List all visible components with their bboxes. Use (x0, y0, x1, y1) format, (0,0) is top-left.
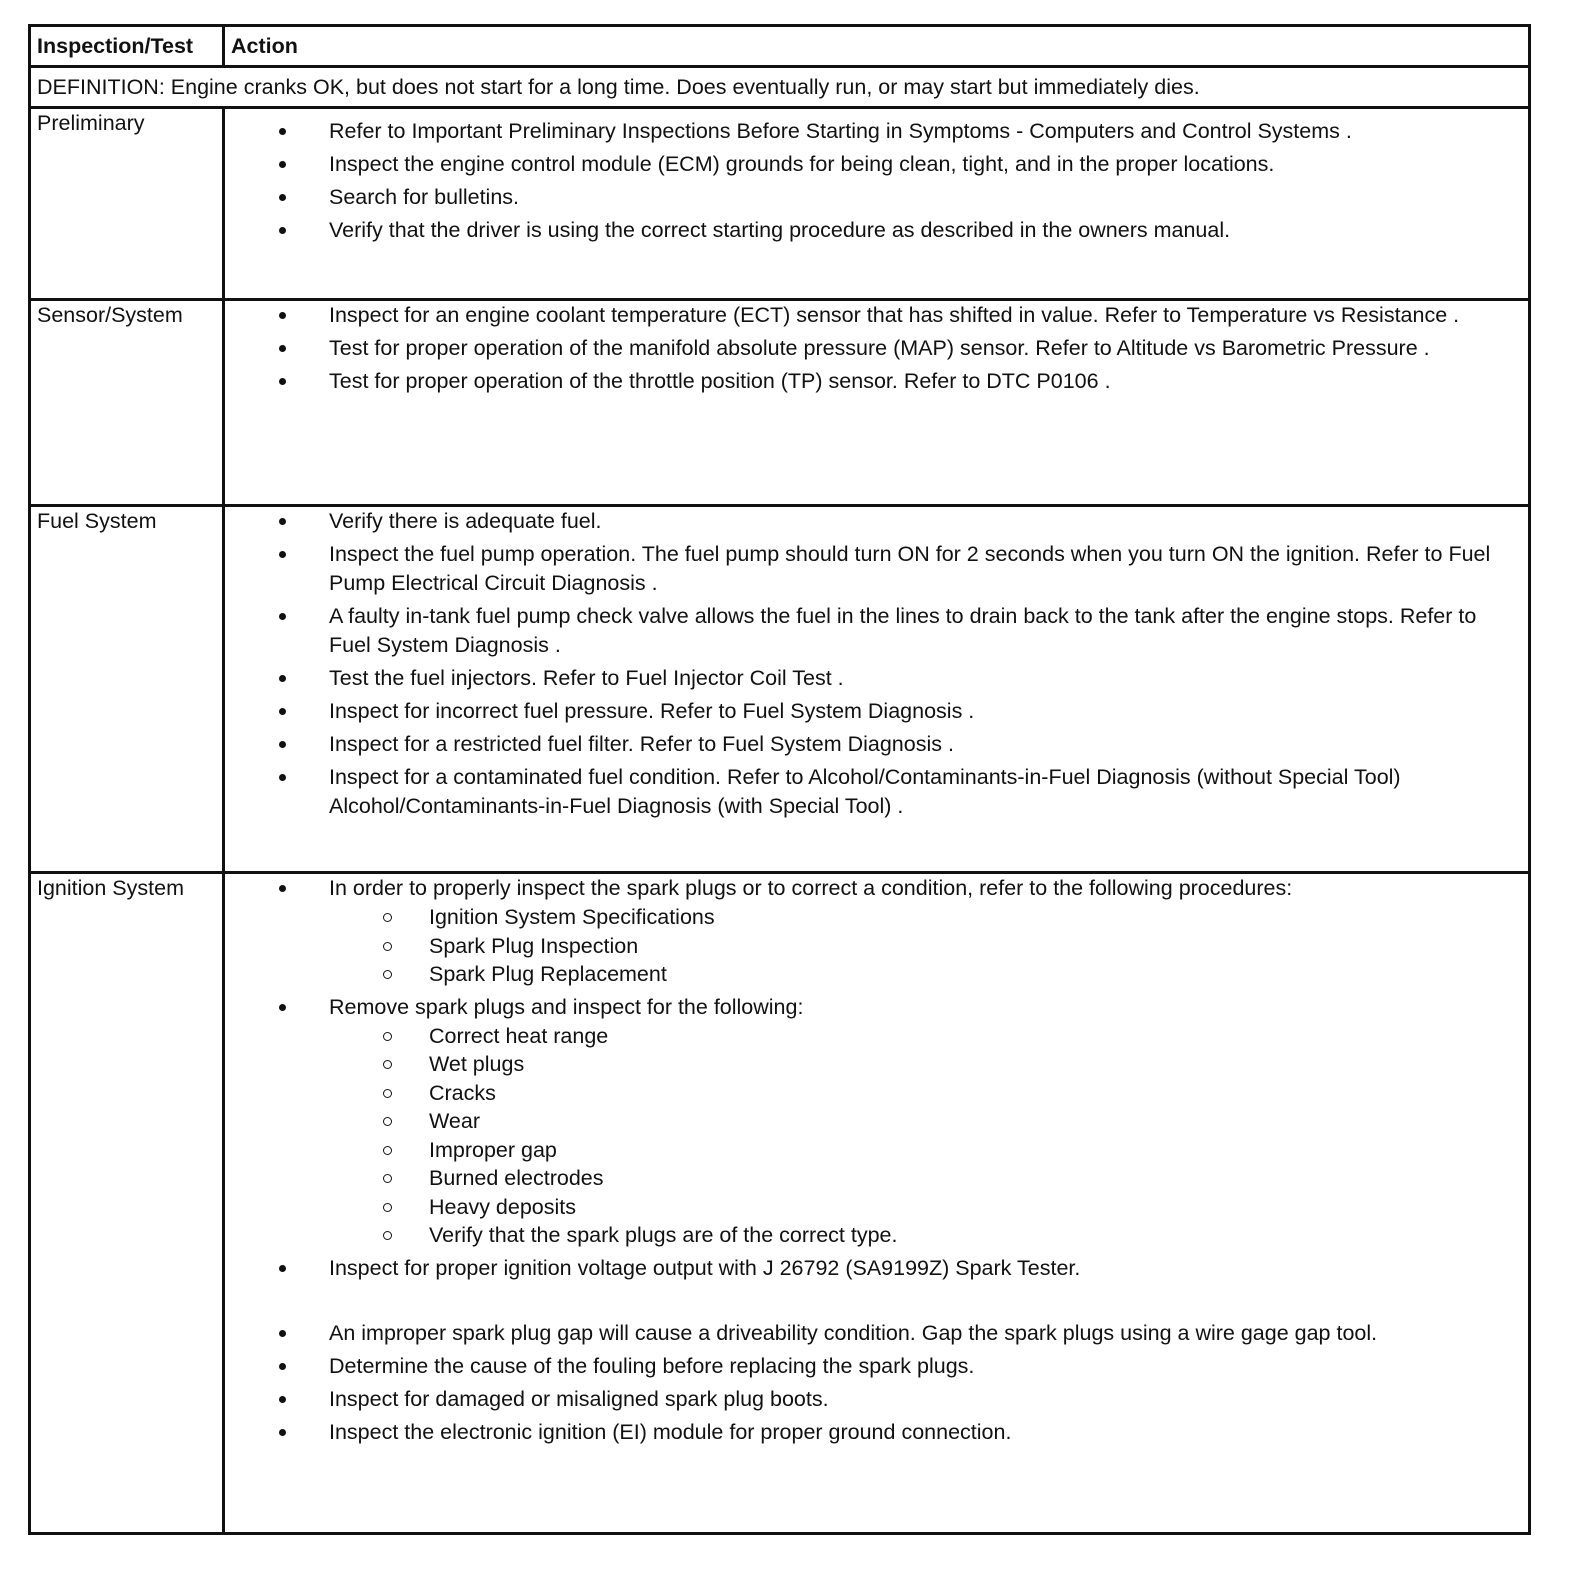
item-text: Inspect the fuel pump operation. The fuel pump should turn ON for 2 seconds when you turn ON the ignition. Refer to Fuel Pump Electrical Circuit Diagnosis . (329, 542, 1491, 595)
list-item (329, 183, 1522, 212)
subitem-text: Verify that the spark plugs are of the correct type. (429, 1223, 898, 1247)
action-list (231, 117, 1522, 245)
list-item (329, 1418, 1522, 1447)
circle-bullet-icon (383, 970, 392, 979)
circle-bullet-icon (383, 1089, 392, 1098)
sub-list-item (429, 1164, 1522, 1193)
sub-list-item (429, 903, 1522, 932)
item-text: Test for proper operation of the throttle position (TP) sensor. Refer to DTC P0106 . (329, 369, 1111, 393)
item-text: Determine the cause of the fouling before replacing the spark plugs. (329, 1353, 975, 1378)
subitem-text: Cracks (429, 1080, 496, 1105)
subitem-text: Heavy deposits (429, 1194, 576, 1219)
diagnostic-table (28, 24, 1531, 1535)
bullet-icon (279, 675, 286, 682)
item-text: Inspect for proper ignition voltage output with J 26792 (SA9199Z) Spark Tester. (329, 1255, 1081, 1280)
list-item (329, 117, 1522, 146)
list-item (329, 1385, 1522, 1414)
list-item (329, 993, 1522, 1250)
row-actions-fuel-system (224, 506, 1530, 873)
bullet-icon (279, 194, 286, 201)
item-text: An improper spark plug gap will cause a driveability condition. Gap the spark plugs using a wire gage gap tool. (329, 1320, 1378, 1345)
bullet-icon (279, 708, 286, 715)
item-text: Verify that the driver is using the correct starting procedure as described in the owners manual. (329, 218, 1231, 242)
procedure-sublist (329, 903, 1522, 989)
list-item (329, 730, 1522, 759)
list-item (329, 1254, 1522, 1283)
row-label-preliminary: Preliminary (30, 108, 224, 300)
item-text: Inspect the electronic ignition (EI) module for proper ground connection. (329, 1419, 1012, 1444)
subitem-text: Spark Plug Replacement (429, 962, 667, 986)
action-list (231, 874, 1522, 1447)
bullet-icon (279, 1004, 286, 1011)
list-item (329, 1352, 1522, 1381)
row-label-sensor-system: Sensor/System (30, 300, 224, 506)
table-row (30, 506, 1530, 873)
bullet-icon (279, 774, 286, 781)
table-row (30, 873, 1530, 1534)
item-text: Search for bulletins. (329, 185, 520, 209)
bullet-icon (279, 227, 286, 234)
bullet-icon (279, 161, 286, 168)
bullet-icon (279, 613, 286, 620)
list-item (329, 150, 1522, 179)
item-text: Inspect for damaged or misaligned spark plug boots. (329, 1386, 829, 1411)
bullet-icon (279, 1396, 286, 1403)
item-text: Inspect for a restricted fuel filter. Refer to Fuel System Diagnosis . (329, 732, 954, 756)
list-item (329, 664, 1522, 693)
circle-bullet-icon (383, 942, 392, 951)
sub-list-item (429, 1050, 1522, 1079)
item-text: Inspect for incorrect fuel pressure. Refer to Fuel System Diagnosis . (329, 699, 975, 723)
sub-list-item (429, 1022, 1522, 1051)
bullet-icon (279, 312, 286, 319)
circle-bullet-icon (383, 1060, 392, 1069)
item-text: A faulty in-tank fuel pump check valve allows the fuel in the lines to drain back to the tank after the engine stops. Refer to Fuel System Diagnosis . (329, 604, 1477, 657)
item-text: Inspect for an engine coolant temperature (ECT) sensor that has shifted in value. Refer to Temperature vs Resistance . (329, 303, 1460, 327)
definition-text: DEFINITION: Engine cranks OK, but does not start for a long time. Does eventually run, or may start but immediately dies. (30, 67, 1530, 108)
row-actions-ignition-system (224, 873, 1530, 1534)
list-item (329, 507, 1522, 536)
bullet-icon (279, 378, 286, 385)
item-text: Test for proper operation of the manifold absolute pressure (MAP) sensor. Refer to Altitude vs Barometric Pressure . (329, 336, 1430, 360)
item-text: Inspect the engine control module (ECM) grounds for being clean, tight, and in the proper locations. (329, 152, 1275, 176)
subitem-text: Ignition System Specifications (429, 905, 715, 929)
sub-list-item (429, 1107, 1522, 1136)
list-item (329, 540, 1522, 598)
circle-bullet-icon (383, 1231, 392, 1240)
list-item (329, 602, 1522, 660)
subitem-text: Wear (429, 1109, 480, 1133)
circle-bullet-icon (383, 1174, 392, 1183)
header-action: Action (224, 26, 1530, 67)
circle-bullet-icon (383, 1032, 392, 1041)
subitem-text: Spark Plug Inspection (429, 933, 639, 958)
subitem-text: Wet plugs (429, 1052, 525, 1076)
table-row (30, 300, 1530, 506)
item-text: In order to properly inspect the spark plugs or to correct a condition, refer to the following procedures: (329, 876, 1293, 900)
list-item (329, 367, 1522, 396)
list-item (329, 874, 1522, 989)
item-text: Verify there is adequate fuel. (329, 509, 602, 533)
item-text: Test the fuel injectors. Refer to Fuel Injector Coil Test . (329, 666, 844, 690)
table-row (30, 108, 1530, 300)
circle-bullet-icon (383, 913, 392, 922)
inspect-sublist (329, 1022, 1522, 1250)
subitem-text: Improper gap (429, 1137, 557, 1162)
row-label-fuel-system: Fuel System (30, 506, 224, 873)
subitem-text: Correct heat range (429, 1023, 609, 1048)
circle-bullet-icon (383, 1117, 392, 1126)
item-text: Inspect for a contaminated fuel condition. Refer to Alcohol/Contaminants-in-Fuel Diagnosis (without Special Tool) Alcohol/Contaminants-in-Fuel Diagnosis (with Special Tool) . (329, 765, 1401, 818)
list-item (329, 697, 1522, 726)
bullet-icon (279, 128, 286, 135)
row-label-ignition-system: Ignition System (30, 873, 224, 1534)
bullet-icon (279, 518, 286, 525)
circle-bullet-icon (383, 1203, 392, 1212)
sub-list-item (429, 1136, 1522, 1165)
bullet-icon (279, 345, 286, 352)
bullet-icon (279, 1429, 286, 1436)
list-item (329, 301, 1522, 330)
list-item (329, 763, 1522, 821)
header-inspection-test: Inspection/Test (30, 26, 224, 67)
bullet-icon (279, 1363, 286, 1370)
bullet-icon (279, 1265, 286, 1272)
bullet-icon (279, 885, 286, 892)
action-list (231, 507, 1522, 821)
item-text: Refer to Important Preliminary Inspections Before Starting in Symptoms - Computers and Control Systems . (329, 119, 1352, 143)
sub-list-item (429, 932, 1522, 961)
list-item (329, 334, 1522, 363)
bullet-icon (279, 551, 286, 558)
item-text: Remove spark plugs and inspect for the following: (329, 994, 804, 1019)
sub-list-item (429, 960, 1522, 989)
row-actions-preliminary (224, 108, 1530, 300)
bullet-icon (279, 741, 286, 748)
bullet-icon (279, 1330, 286, 1337)
list-item (329, 216, 1522, 245)
definition-row (30, 67, 1530, 108)
subitem-text: Burned electrodes (429, 1166, 604, 1190)
header-row (30, 26, 1530, 67)
list-item (329, 1319, 1522, 1348)
sub-list-item (429, 1221, 1522, 1250)
action-list (231, 301, 1522, 396)
sub-list-item (429, 1079, 1522, 1108)
circle-bullet-icon (383, 1146, 392, 1155)
row-actions-sensor-system (224, 300, 1530, 506)
sub-list-item (429, 1193, 1522, 1222)
